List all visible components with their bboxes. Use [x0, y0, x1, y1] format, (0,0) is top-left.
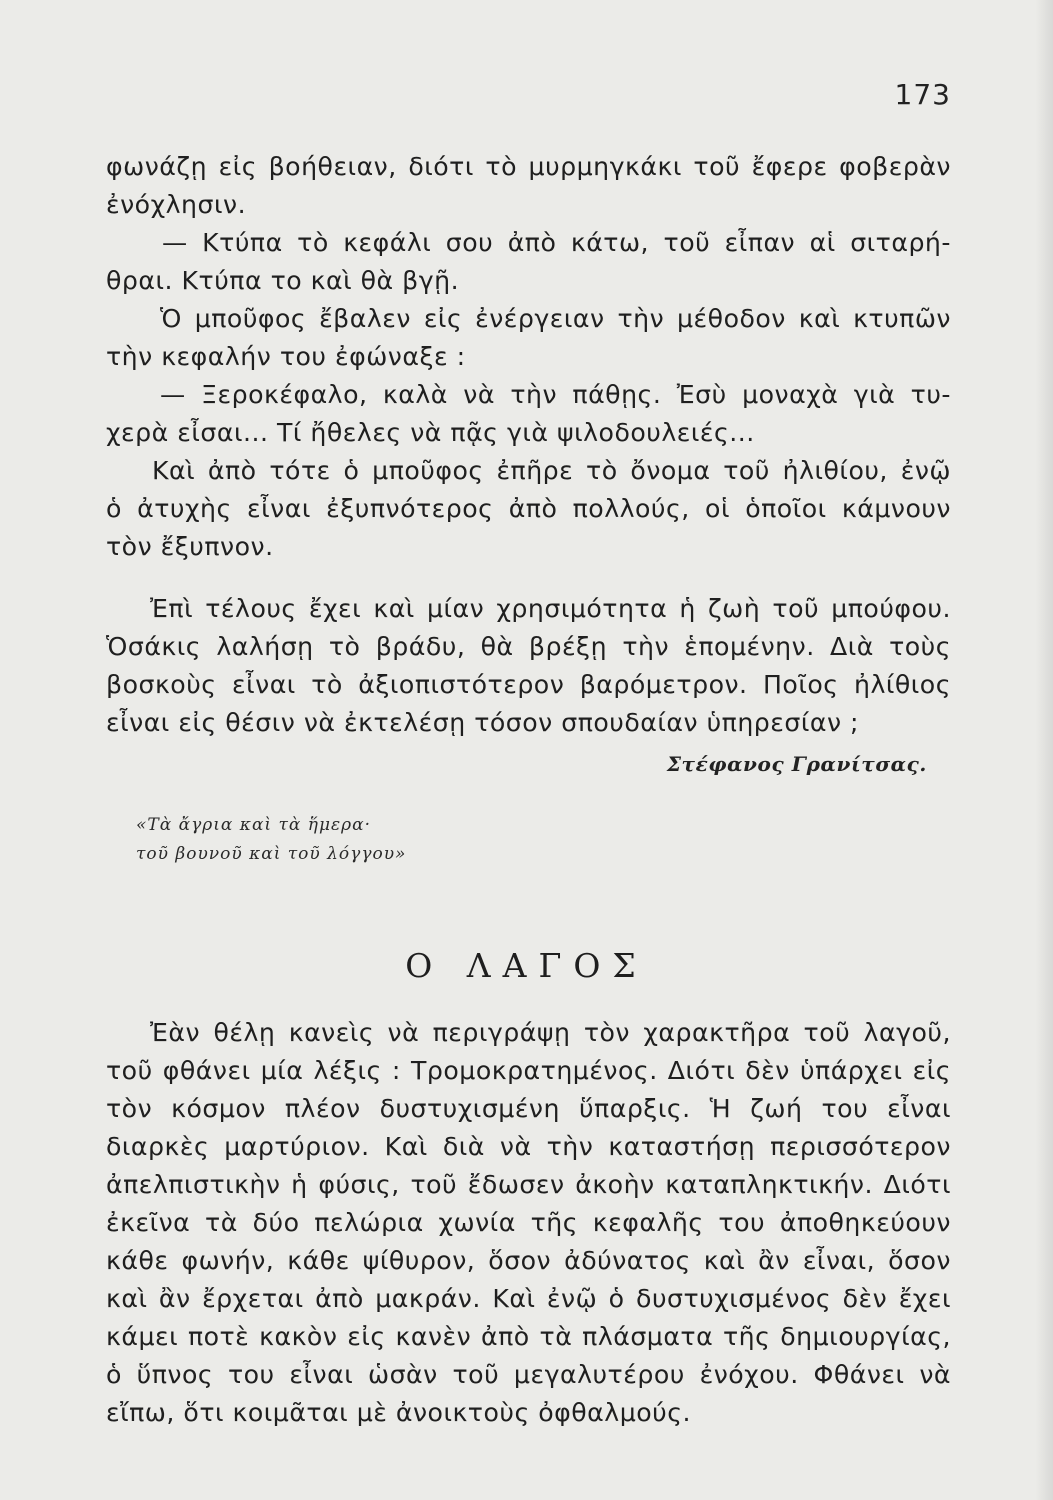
text-line: τὸν κόσμον πλέον δυστυχισμένη ὕπαρξις. Ἡ ζωή του εἶναι: [106, 1094, 951, 1123]
text-line: κάθε φωνήν, κάθε ψίθυρον, ὅσον ἀδύνατος καὶ ἂν εἶναι, ὅσον: [106, 1246, 951, 1275]
text-line: Ἐπὶ τέλους ἔχει καὶ μίαν χρησιμότητα ἡ ζωὴ τοῦ μπούφου.: [150, 594, 951, 623]
text-line: τοῦ φθάνει μία λέξις : Τρομοκρατημένος. Διότι δὲν ὑπάρχει εἰς: [106, 1056, 951, 1085]
text-line: τὴν κεφαλήν του ἐφώναξε :: [106, 342, 466, 371]
page-edge-shadow: [1035, 0, 1053, 1500]
text-line: Ὁσάκις λαλήσῃ τὸ βράδυ, θὰ βρέξῃ τὴν ἑπομένην. Διὰ τοὺς: [106, 632, 951, 661]
text-line: ὁ ἀτυχὴς εἶναι ἐξυπνότερος ἀπὸ πολλούς, οἱ ὁποῖοι κάμνουν: [106, 494, 951, 523]
text-line: — Ξεροκέφαλο, καλὰ νὰ τὴν πάθῃς. Ἐσὺ μοναχὰ γιὰ τυ-: [160, 380, 951, 409]
epigraph-line: «Τὰ ἄγρια καὶ τὰ ἥμερα·: [136, 815, 372, 835]
text-line: τὸν ἔξυπνον.: [106, 532, 274, 561]
text-line: εἴπω, ὅτι κοιμᾶται μὲ ἀνοικτοὺς ὀφθαλμούς.: [106, 1398, 691, 1427]
page-number: 173: [894, 78, 951, 111]
section-title: Ο ΛΑΓΟΣ: [405, 946, 648, 985]
text-line: διαρκὲς μαρτύριον. Καὶ διὰ νὰ τὴν καταστήσῃ περισσότερον: [106, 1132, 951, 1161]
text-line: ἐνόχλησιν.: [106, 190, 247, 219]
text-line: κάμει ποτὲ κακὸν εἰς κανὲν ἀπὸ τὰ πλάσματα τῆς δημιουργίας,: [106, 1322, 951, 1351]
epigraph-line: τοῦ βουνοῦ καὶ τοῦ λόγγου»: [136, 844, 407, 864]
text-line: Καὶ ἀπὸ τότε ὁ μποῦφος ἐπῆρε τὸ ὄνομα τοῦ ἠλιθίου, ἐνῷ: [152, 456, 951, 485]
text-line: θραι. Κτύπα το καὶ θὰ βγῇ.: [106, 266, 460, 295]
text-line: ἀπελπιστικὴν ἡ φύσις, τοῦ ἔδωσεν ἀκοὴν καταπληκτικήν. Διότι: [106, 1170, 951, 1199]
text-line: Ἐὰν θέλῃ κανεὶς νὰ περιγράψῃ τὸν χαρακτῆρα τοῦ λαγοῦ,: [150, 1018, 951, 1047]
text-line: ὁ ὕπνος του εἶναι ὡσὰν τοῦ μεγαλυτέρου ἐνόχου. Φθάνει νὰ: [106, 1360, 951, 1389]
text-line: Ὁ μποῦφος ἔβαλεν εἰς ἐνέργειαν τὴν μέθοδον καὶ κτυπῶν: [160, 304, 951, 333]
text-line: εἶναι εἰς θέσιν νὰ ἐκτελέσῃ τόσον σπουδαίαν ὑπηρεσίαν ;: [106, 708, 860, 737]
text-line: χερὰ εἶσαι... Τί ἤθελες νὰ πᾷς γιὰ ψιλοδουλειές...: [106, 418, 755, 447]
text-line: ἐκεῖνα τὰ δύο πελώρια χωνία τῆς κεφαλῆς του ἀποθηκεύουν: [106, 1208, 951, 1237]
text-line: καὶ ἂν ἔρχεται ἀπὸ μακράν. Καὶ ἐνῷ ὁ δυστυχισμένος δὲν ἔχει: [106, 1284, 951, 1313]
author-signature: Στέφανος Γρανίτσας.: [666, 752, 927, 776]
text-line: φωνάζῃ εἰς βοήθειαν, διότι τὸ μυρμηγκάκι τοῦ ἔφερε φοβερὰν: [106, 152, 951, 181]
text-line: βοσκοὺς εἶναι τὸ ἀξιοπιστότερον βαρόμετρον. Ποῖος ἠλίθιος: [106, 670, 951, 699]
text-line: — Κτύπα τὸ κεφάλι σου ἀπὸ κάτω, τοῦ εἶπαν αἱ σιταρή-: [162, 228, 951, 257]
